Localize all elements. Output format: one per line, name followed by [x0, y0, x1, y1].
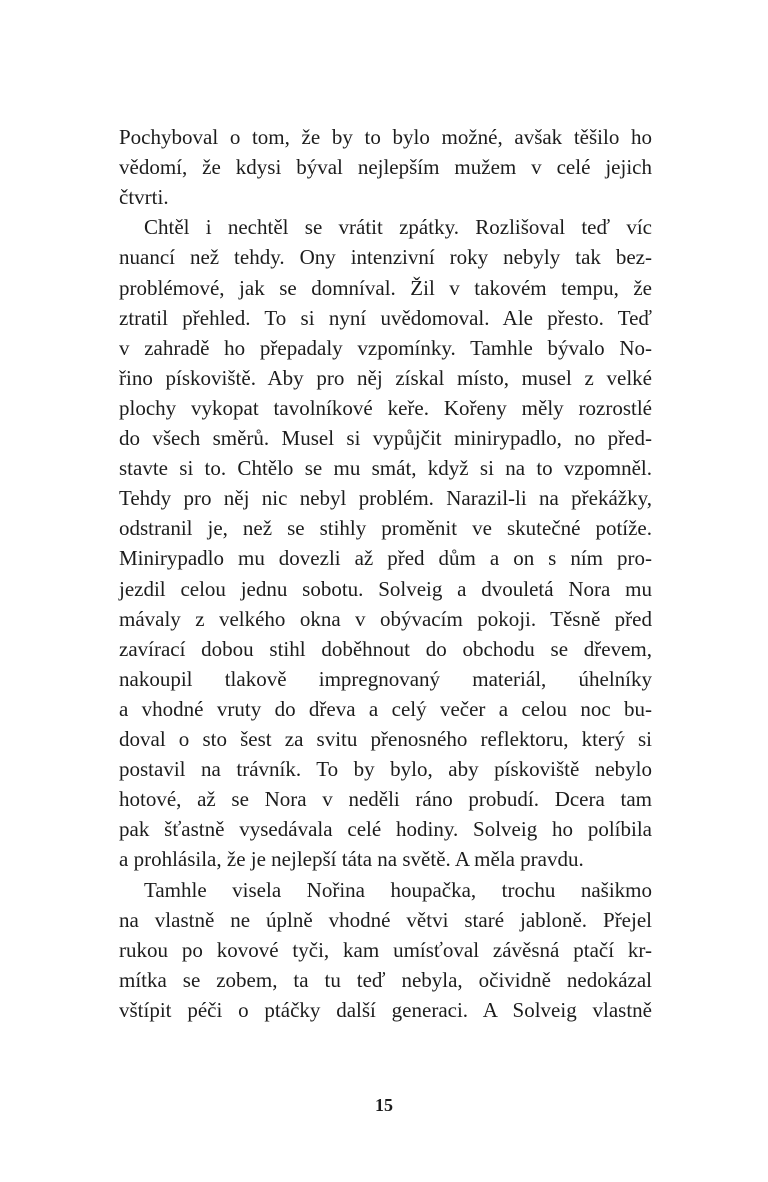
text-line: nakoupil tlakově impregnovaný materiál, úhelníky — [119, 667, 652, 691]
text-line: řino pískoviště. Aby pro něj získal místo, musel z velké — [119, 366, 652, 390]
text-line: Minirypadlo mu dovezli až před dům a on s ním pro- — [119, 546, 652, 570]
text-line: zavírací dobou stihl doběhnout do obchodu se dřevem, — [119, 637, 652, 661]
text-line: vštípit péči o ptáčky další generaci. A Solveig vlastně — [119, 998, 652, 1022]
text-line: rukou po kovové tyči, kam umísťoval závěsná ptačí kr- — [119, 938, 652, 962]
text-line: a vhodné vruty do dřeva a celý večer a celou noc bu- — [119, 697, 652, 721]
text-line: mávaly z velkého okna v obývacím pokoji. Těsně před — [119, 607, 652, 631]
text-line: postavil na trávník. To by bylo, aby pískoviště nebylo — [119, 757, 652, 781]
text-line: Chtěl i nechtěl se vrátit zpátky. Rozlišoval teď víc — [144, 215, 652, 239]
text-line: čtvrti. — [119, 185, 169, 209]
text-line: mítka se zobem, ta tu teď nebyla, očividně nedokázal — [119, 968, 652, 992]
text-line: ztratil přehled. To si nyní uvědomoval. Ale přesto. Teď — [119, 306, 652, 330]
text-line: problémové, jak se domníval. Žil v takovém tempu, že — [119, 276, 652, 300]
text-line: Pochyboval o tom, že by to bylo možné, avšak těšilo ho — [119, 125, 652, 149]
text-line: Tamhle visela Nořina houpačka, trochu našikmo — [144, 878, 652, 902]
text-line: plochy vykopat tavolníkové keře. Kořeny měly rozrostlé — [119, 396, 652, 420]
text-line: vědomí, že kdysi býval nejlepším mužem v celé jejich — [119, 155, 652, 179]
text-line: do všech směrů. Musel si vypůjčit minirypadlo, no před- — [119, 426, 652, 450]
text-line: Tehdy pro něj nic nebyl problém. Narazil-li na překážky, — [119, 486, 652, 510]
text-line: nuancí než tehdy. Ony intenzivní roky nebyly tak bez- — [119, 245, 652, 269]
text-line: v zahradě ho přepadaly vzpomínky. Tamhle bývalo No- — [119, 336, 652, 360]
text-line: jezdil celou jednu sobotu. Solveig a dvouletá Nora mu — [119, 577, 652, 601]
text-line: hotové, až se Nora v neděli ráno probudí. Dcera tam — [119, 787, 652, 811]
text-line: doval o sto šest za svitu přenosného reflektoru, který si — [119, 727, 652, 751]
text-line: na vlastně ne úplně vhodné větvi staré jabloně. Přejel — [119, 908, 652, 932]
text-line: pak šťastně vysedávala celé hodiny. Solveig ho políbila — [119, 817, 652, 841]
text-line: stavte si to. Chtělo se mu smát, když si na to vzpomněl. — [119, 456, 652, 480]
text-line: odstranil je, než se stihly proměnit ve skutečné potíže. — [119, 516, 652, 540]
text-line: a prohlásila, že je nejlepší táta na světě. A měla pravdu. — [119, 847, 584, 871]
page-number: 15 — [375, 1095, 393, 1115]
